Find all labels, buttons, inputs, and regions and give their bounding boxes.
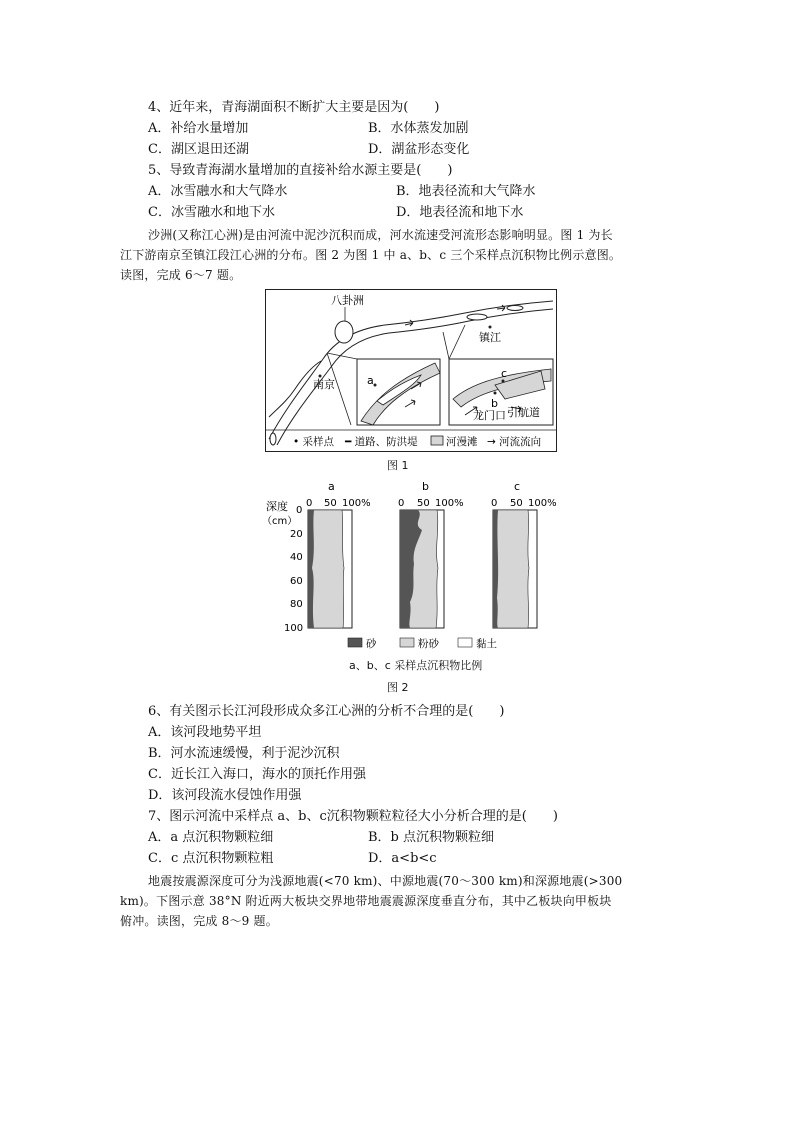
svg-text:0: 0 [491, 498, 498, 509]
zhenjiang-dot [489, 326, 492, 329]
label-longmen: 龙门口 [473, 409, 506, 422]
bagua-island [335, 321, 353, 343]
inset-bc [449, 359, 553, 425]
label-b: b [491, 397, 498, 410]
q5-stem: 5、导致青海湖水量增加的直接补给水源主要是( ) [148, 163, 453, 178]
legend-sand: 砂 [366, 638, 377, 650]
q6-option-b: B．河水流速缓慢，利于泥沙沉积 [148, 746, 340, 761]
svg-text:80: 80 [290, 599, 303, 610]
label-c: c [501, 367, 508, 380]
label-zhenjiang: 镇江 [479, 331, 501, 344]
q4-option-c: C．湖区退田还湖 [148, 142, 249, 157]
legend-beach: 河漫滩 [446, 436, 478, 448]
column-c [493, 510, 537, 628]
svg-text:100%: 100% [342, 498, 371, 509]
q4-stem: 4、近年来，青海湖面积不断扩大主要是因为( ) [148, 100, 440, 115]
legend-flow: → 河流流向 [487, 436, 542, 448]
column-a [308, 510, 352, 628]
svg-text:60: 60 [290, 576, 303, 587]
q6-stem: 6、有关图示长江河段形成众多江心洲的分析不合理的是( ) [148, 704, 505, 719]
label-bagua: 八卦洲 [331, 294, 364, 307]
svg-text:50: 50 [510, 498, 523, 509]
q6-option-d: D．该河段流水侵蚀作用强 [148, 788, 302, 803]
col-c-title: c [514, 480, 521, 493]
legend-clay: 黏土 [476, 638, 497, 650]
q5-option-a: A．冰雪融水和大气降水 [148, 184, 288, 199]
svg-text:100: 100 [284, 623, 304, 634]
unit-label: （cm） [262, 516, 298, 527]
svg-text:0: 0 [296, 505, 303, 516]
legend-road: ━ 道路、防洪堤 [345, 436, 418, 448]
svg-text:50: 50 [324, 498, 337, 509]
figure-1-map [265, 289, 557, 453]
legend-silt: 粉砂 [418, 638, 439, 650]
q4-option-a: A．补给水量增加 [148, 121, 249, 136]
legend-point: • 采样点 [293, 436, 335, 448]
column-b [400, 510, 444, 628]
svg-text:100%: 100% [528, 498, 557, 509]
q7-option-a: A．a 点沉积物颗粒细 [148, 830, 274, 845]
q6-option-a: A．该河段地势平坦 [148, 725, 262, 740]
q5-option-c: C．冰雪融水和地下水 [148, 205, 275, 220]
q7-option-c: C．c 点沉积物颗粒粗 [148, 851, 274, 866]
label-a: a [367, 374, 374, 387]
intro1-line1: 沙洲(又称江心洲)是由河流中泥沙沉积而成，河水流速受河流形态影响明显。图 1 为长 [148, 228, 613, 242]
q7-option-d: D．a<b<c [368, 851, 437, 866]
label-nanjing: 南京 [313, 378, 335, 391]
figure-2-caption: 图 2 [387, 681, 409, 694]
q7-option-b: B．b 点沉积物颗粒细 [368, 830, 495, 845]
col-b-title: b [422, 480, 429, 493]
q6-option-c: C．近长江入海口，海水的顶托作用强 [148, 767, 366, 782]
col-a-title: a [328, 480, 335, 493]
label-yinhang: 引航道 [507, 406, 540, 419]
svg-text:50: 50 [417, 498, 430, 509]
inset-a [357, 359, 440, 425]
q7-stem: 7、图示河流中采样点 a、b、c沉积物颗粒粒径大小分析合理的是( ) [148, 809, 558, 824]
figure-2-sediment [262, 478, 562, 660]
intro2-line3: 俯冲。读图，完成 8～9 题。 [120, 914, 278, 928]
q5-option-d: D．地表径流和地下水 [396, 205, 524, 220]
svg-text:100%: 100% [435, 498, 464, 509]
q5-option-b: B．地表径流和大气降水 [396, 184, 536, 199]
figure-1-caption: 图 1 [387, 459, 409, 472]
svg-text:0: 0 [306, 498, 313, 509]
intro1-line3: 读图，完成 6～7 题。 [120, 268, 242, 282]
svg-text:40: 40 [290, 552, 303, 563]
svg-text:20: 20 [290, 529, 303, 540]
depth-label: 深度 [266, 500, 288, 513]
figure-2-subtitle: a、b、c 采样点沉积物比例 [349, 659, 483, 672]
intro1-line2: 江下游南京至镇江段江心洲的分布。图 2 为图 1 中 a、b、c 三个采样点沉积物比例示意图。 [120, 248, 622, 262]
intro2-line1: 地震按震源深度可分为浅源地震(<70 km)、中源地震(70～300 km)和深源地震(>300 [148, 874, 623, 888]
svg-text:0: 0 [398, 498, 405, 509]
intro2-line2: km)。下图示意 38°N 附近两大板块交界地带地震震源深度垂直分布，其中乙板块向甲板块 [120, 894, 612, 908]
q4-option-d: D．湖盆形态变化 [368, 142, 470, 157]
q4-option-b: B．水体蒸发加剧 [368, 121, 469, 136]
